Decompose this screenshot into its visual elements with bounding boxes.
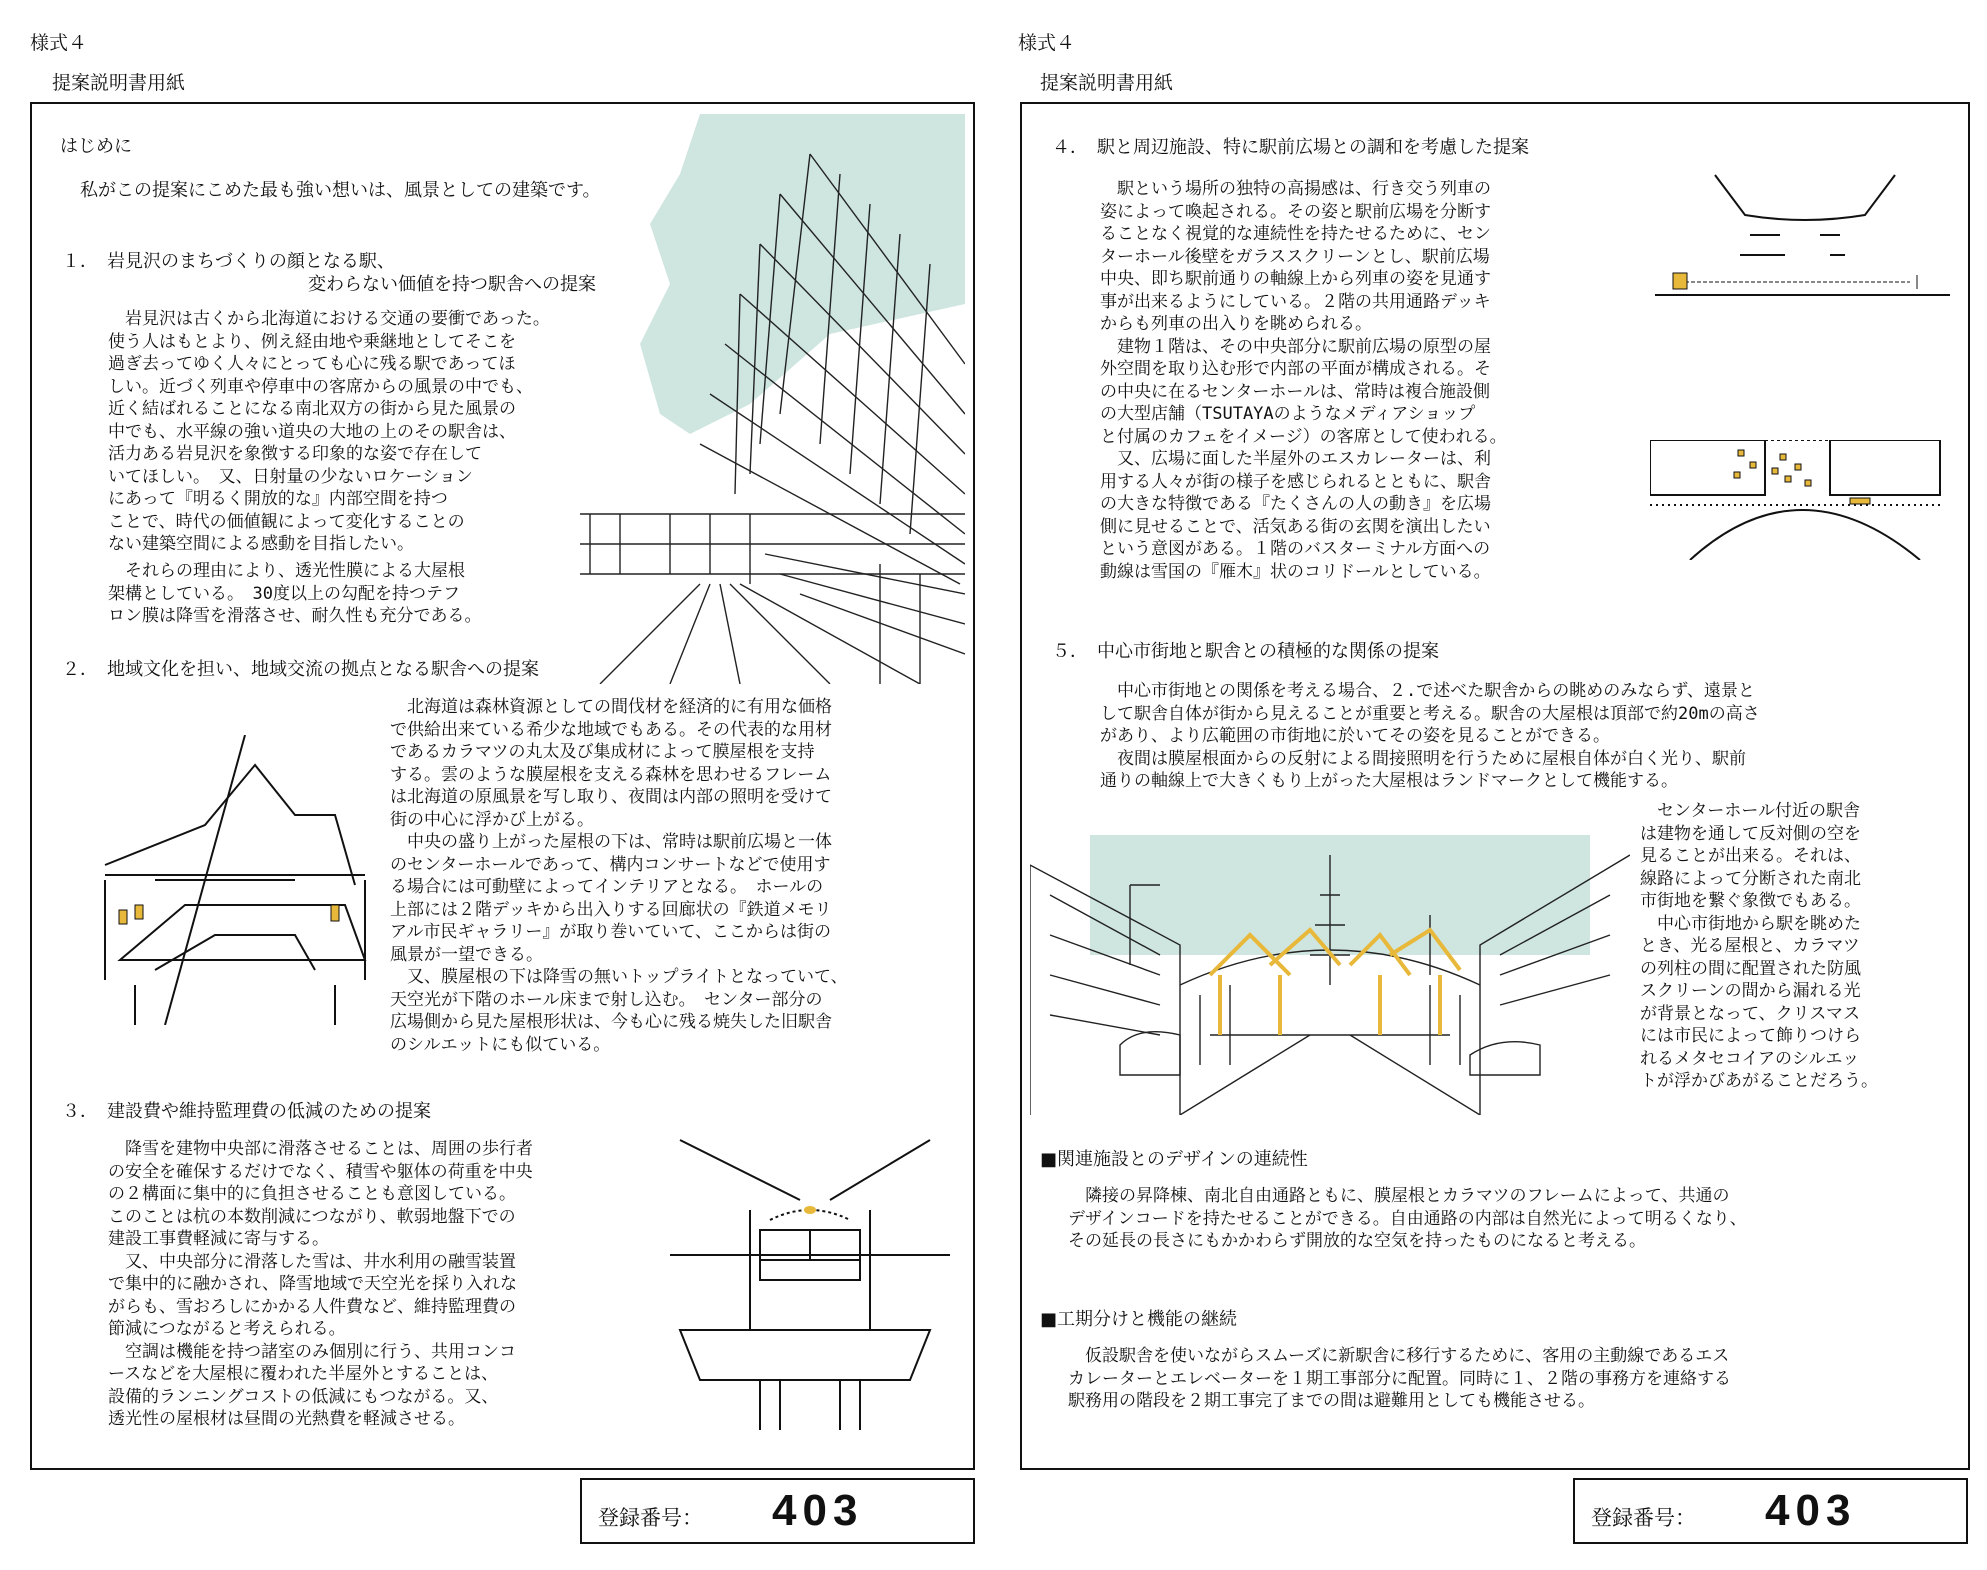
s4-text: 駅という場所の独特の高揚感は、行き交う列車の 姿によって喚起される。その姿と駅前広場を分断す ることなく視覚的な連続性を持たせるために、セン ターホール後壁をガラススクリーンとし、駅前広場 中央、即ち駅前通りの軸線上から列車の姿を見通す 事が出来るようにしている。２階の共用通路デッキ からも列車の出入りを眺められる。 建物１階は、その中央部分に駅前広場の原型の屋 外空間を取り込む形で内部の平面が構成される。そ の中央に在るセンターホールは、常時は複合施設側 の大型店舗（TSUTAYAのようなメディアショップ と付属のカフェをイメージ）の客席として使われる。 又、広場に面した半屋外のエスカレーターは、利 用する人々が街の様子を感じられるとともに、駅舎 の大きな特徴である『たくさんの人の動き』を広場 側に見せることで、活気ある街の玄関を演出したい という意図がある。１階のバスターミナル方面への 動線は雪国の『雁木』状のコリドールとしている。 bbox=[1100, 179, 1507, 582]
phase-heading: ■工期分けと機能の継続 bbox=[1040, 1309, 1238, 1330]
registration-number: 403 bbox=[772, 1486, 864, 1535]
s1-heading-line1: １． 岩見沢のまちづくりの顔となる駅、 bbox=[62, 251, 395, 272]
center-hall-sketch bbox=[95, 735, 385, 1025]
s1-heading-line2: 変わらない価値を持つ駅舎への提案 bbox=[308, 274, 596, 295]
s2-text: 北海道は森林資源としての間伐材を経済的に有用な価格 で供給出来ている希少な地域でもある。その代表的な用材 であるカラマツの丸太及び集成材によって膜屋根を支持 する。雲のような膜屋根を支える森林を思わせるフレーム は北海道の原風景を写し取り、夜間は内部の照明を受けて 街の中心に浮かび上がる。 中央の盛り上がった屋根の下は、常時は駅前広場と一体 のセンターホールであって、構内コンサートなどで使用す る場合には可動壁によってインテリアとなる。 ホールの 上部には２階デッキから出入りする回廊状の『鉄道メモリ アル市民ギャラリー』が取り巻いていて、ここからは街の 風景が一望できる。 又、膜屋根の下は降雪の無いトップライトとなっていて、 天空光が下階のホール床まで射し込む。 センター部分の 広場側から見た屋根形状は、今も心に残る焼失した旧駅舎 のシルエットにも似ている。 bbox=[390, 697, 848, 1055]
design-text: 隣接の昇降棟、南北自由通路ともに、膜屋根とカラマツのフレームによって、共通の デザインコードを持たせることができる。自由通路の内部は自然光によって明るくなり、 その延長の長さにもかかわらず開放的な空気を持ったものになると考える。 bbox=[1068, 1186, 1747, 1251]
s1-para1: 岩見沢は古くから北海道における交通の要衝であった。 使う人はもとより、例え経由地や乗継地としてそこを 過ぎ去ってゆく人々にとっても心に残る駅であってほ しい。近づく列車や停車中の客席からの風景の中でも、 近く結ばれることになる南北双方の街から見た風景の 中でも、水平線の強い道央の大地の上のその駅舎は、 活力ある岩見沢を象徴する印象的な姿で存在して いてほしい。 又、日射量の少ないロケーション にあって『明るく開放的な』内部空間を持つ ことで、時代の価値観によって変化することの ない建築空間による感動を目指したい。 bbox=[108, 309, 550, 554]
s3-text: 降雪を建物中央部に滑落させることは、周囲の歩行者 の安全を確保するだけでなく、積雪や躯体の荷重を中央 の２構面に集中的に負担させることも意図している。 このことは杭の本数削減につながり、軟弱地盤下での 建設工事費軽減に寄与する。 又、中央部分に滑落した雪は、井水利用の融雪装置 で集中的に融かされ、降雪地域で天空光を採り入れな がらも、雪おろしにかかる人件費など、維持監理費の 節減につながると考えられる。 空調は機能を持つ諸室のみ個別に行う、共用コンコ ースなどを大屋根に覆われた半屋外とすることは、 設備的ランニングコストの低減にもつながる。又、 透光性の屋根材は昼間の光熱費を軽減させる。 bbox=[108, 1139, 533, 1429]
s5-text-full: 中心市街地との関係を考える場合、２.で述べた駅舎からの眺めのみならず、遠景と して駅舎自体が街から見えることが重要と考える。駅舎の大屋根は頂部で約20mの高さ があり、より広範囲の市街地に於いてその姿を見ることができる。 夜間は膜屋根面からの反射による間接照明を行うために屋根自体が白く光り、駅前 通りの軸線上で大きくもり上がった大屋根はランドマークとして機能する。 bbox=[1100, 681, 1760, 791]
street-view-sketch bbox=[1030, 835, 1630, 1115]
paper-label-left: 提案説明書用紙 bbox=[52, 72, 186, 94]
intro-text: 私がこの提案にこめた最も強い想いは、風景としての建築です。 bbox=[80, 180, 601, 201]
registration-box-left bbox=[580, 1478, 975, 1544]
registration-label: 登録番号： bbox=[1591, 1506, 1696, 1530]
s4-heading: ４． 駅と周辺施設、特に駅前広場との調和を考慮した提案 bbox=[1052, 137, 1529, 158]
s5-heading: ５． 中心市街地と駅舎との積極的な関係の提案 bbox=[1052, 641, 1439, 662]
station-perspective-sketch bbox=[580, 114, 965, 684]
s3-heading: ３． 建設費や維持監理費の低減のための提案 bbox=[62, 1101, 431, 1122]
registration-label: 登録番号： bbox=[598, 1506, 703, 1530]
s1-para2: それらの理由により、透光性膜による大屋根 架構としている。 30度以上の勾配を持つテフ ロン膜は降雪を滑落させ、耐久性も充分である。 bbox=[108, 561, 482, 626]
paper-label-right: 提案説明書用紙 bbox=[1040, 72, 1174, 94]
form-label-right: 様式４ bbox=[1018, 32, 1076, 54]
roof-section-sketch bbox=[670, 1130, 950, 1430]
form-label-left: 様式４ bbox=[30, 32, 88, 54]
plaza-axis-diagram bbox=[1655, 165, 1955, 305]
s2-heading: ２． 地域文化を担い、地域交流の拠点となる駅舎への提案 bbox=[62, 659, 539, 680]
phase-text: 仮設駅舎を使いながらスムーズに新駅舎に移行するために、客用の主動線であるエス カレーターとエレベーターを１期工事部分に配置。同時に１、２階の事務方を連絡する 駅務用の階段を２期工事完了までの間は避難用としても機能させる。 bbox=[1068, 1346, 1731, 1411]
design-heading: ■関連施設とのデザインの連続性 bbox=[1040, 1149, 1308, 1170]
intro-heading: はじめに bbox=[60, 136, 132, 157]
plaza-plan-diagram bbox=[1650, 440, 1950, 560]
registration-box-right bbox=[1573, 1478, 1968, 1544]
s5-text-side: センターホール付近の駅舎 は建物を通して反対側の空を 見ることが出来る。それは、 線路によって分断された南北 市街地を繋ぐ象徴でもある。 中心市街地から駅を眺めた とき、光る屋根と、カラマツ の列柱の間に配置された防風 スクリーンの間から漏れる光 が背景となって、クリスマス には市民によって飾りつけら れるメタセコイアのシルエッ トが浮かびあがることだろう。 bbox=[1640, 801, 1878, 1091]
registration-number: 403 bbox=[1765, 1486, 1857, 1535]
